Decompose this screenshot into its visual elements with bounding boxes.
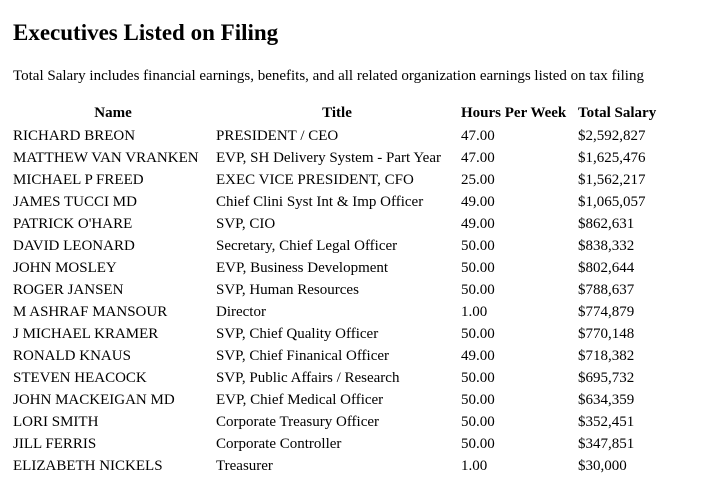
executives-table	[10, 101, 681, 477]
cell-title: Treasurer	[216, 458, 273, 474]
table-row	[13, 191, 678, 213]
table-row	[13, 279, 678, 301]
cell-hours: 25.00	[461, 172, 495, 188]
cell-hours: 1.00	[461, 458, 488, 474]
cell-hours: 50.00	[461, 326, 495, 342]
column-header-salary: Total Salary	[578, 105, 657, 121]
cell-name: M ASHRAF MANSOUR	[13, 304, 168, 320]
cell-salary: $774,879	[578, 304, 635, 320]
cell-salary: $838,332	[578, 238, 635, 254]
cell-salary: $1,562,217	[578, 172, 646, 188]
cell-name: JILL FERRIS	[13, 436, 97, 452]
cell-salary: $1,065,057	[578, 194, 646, 210]
cell-hours: 49.00	[461, 194, 495, 210]
page-title: Executives Listed on Filing	[13, 20, 279, 45]
table-row	[13, 323, 678, 345]
column-header-title: Title	[322, 105, 352, 121]
cell-hours: 50.00	[461, 392, 495, 408]
cell-title: EVP, Business Development	[216, 260, 389, 276]
table-row	[13, 125, 678, 147]
table-row	[13, 301, 678, 323]
cell-salary: $347,851	[578, 436, 635, 452]
cell-salary: $352,451	[578, 414, 635, 430]
cell-title: Corporate Controller	[216, 436, 342, 452]
cell-name: RONALD KNAUS	[13, 348, 131, 364]
column-header-hours: Hours Per Week	[461, 105, 567, 121]
cell-name: MATTHEW VAN VRANKEN	[13, 150, 199, 166]
table-row	[13, 367, 678, 389]
cell-salary: $718,382	[578, 348, 635, 364]
cell-salary: $1,625,476	[578, 150, 646, 166]
cell-hours: 50.00	[461, 414, 495, 430]
cell-hours: 49.00	[461, 216, 495, 232]
cell-hours: 50.00	[461, 370, 495, 386]
table-row	[13, 455, 678, 477]
cell-title: SVP, Chief Quality Officer	[216, 326, 379, 342]
cell-name: JOHN MACKEIGAN MD	[13, 392, 175, 408]
cell-hours: 50.00	[461, 436, 495, 452]
cell-name: STEVEN HEACOCK	[13, 370, 147, 386]
cell-title: Secretary, Chief Legal Officer	[216, 238, 398, 254]
table-body	[13, 125, 678, 477]
cell-salary: $30,000	[578, 458, 627, 474]
cell-hours: 50.00	[461, 282, 495, 298]
cell-name: PATRICK O'HARE	[13, 216, 133, 232]
cell-name: ELIZABETH NICKELS	[13, 458, 163, 474]
cell-name: RICHARD BREON	[13, 128, 136, 144]
cell-salary: $695,732	[578, 370, 635, 386]
cell-salary: $770,148	[578, 326, 635, 342]
cell-hours: 47.00	[461, 150, 495, 166]
cell-name: JOHN MOSLEY	[13, 260, 117, 276]
table-row	[13, 213, 678, 235]
cell-name: LORI SMITH	[13, 414, 99, 430]
cell-salary: $802,644	[578, 260, 635, 276]
column-header-name: Name	[94, 105, 132, 121]
cell-name: ROGER JANSEN	[13, 282, 124, 298]
table-header-row	[13, 101, 678, 125]
cell-hours: 50.00	[461, 238, 495, 254]
cell-title: SVP, CIO	[216, 216, 276, 232]
cell-title: EVP, SH Delivery System - Part Year	[216, 150, 441, 166]
cell-title: SVP, Public Affairs / Research	[216, 370, 400, 386]
cell-title: PRESIDENT / CEO	[216, 128, 339, 144]
table-row	[13, 257, 678, 279]
table-row	[13, 389, 678, 411]
table-row	[13, 235, 678, 257]
cell-hours: 49.00	[461, 348, 495, 364]
table-row	[13, 345, 678, 367]
cell-salary: $2,592,827	[578, 128, 646, 144]
page-description: Total Salary includes financial earnings, benefits, and all related organization earnings listed on tax filing	[13, 68, 644, 84]
table-row	[13, 169, 678, 191]
table-row	[13, 411, 678, 433]
cell-title: EXEC VICE PRESIDENT, CFO	[216, 172, 414, 188]
cell-title: EVP, Chief Medical Officer	[216, 392, 384, 408]
cell-name: DAVID LEONARD	[13, 238, 135, 254]
cell-title: Chief Clini Syst Int & Imp Officer	[216, 194, 424, 210]
cell-hours: 47.00	[461, 128, 495, 144]
cell-title: SVP, Chief Finanical Officer	[216, 348, 390, 364]
cell-hours: 1.00	[461, 304, 488, 320]
table-row	[13, 147, 678, 169]
cell-name: MICHAEL P FREED	[13, 172, 144, 188]
cell-name: J MICHAEL KRAMER	[13, 326, 159, 342]
cell-salary: $788,637	[578, 282, 635, 298]
cell-hours: 50.00	[461, 260, 495, 276]
cell-salary: $862,631	[578, 216, 635, 232]
cell-name: JAMES TUCCI MD	[13, 194, 137, 210]
cell-title: Corporate Treasury Officer	[216, 414, 380, 430]
table-row	[13, 433, 678, 455]
cell-salary: $634,359	[578, 392, 635, 408]
cell-title: Director	[216, 304, 266, 320]
cell-title: SVP, Human Resources	[216, 282, 359, 298]
